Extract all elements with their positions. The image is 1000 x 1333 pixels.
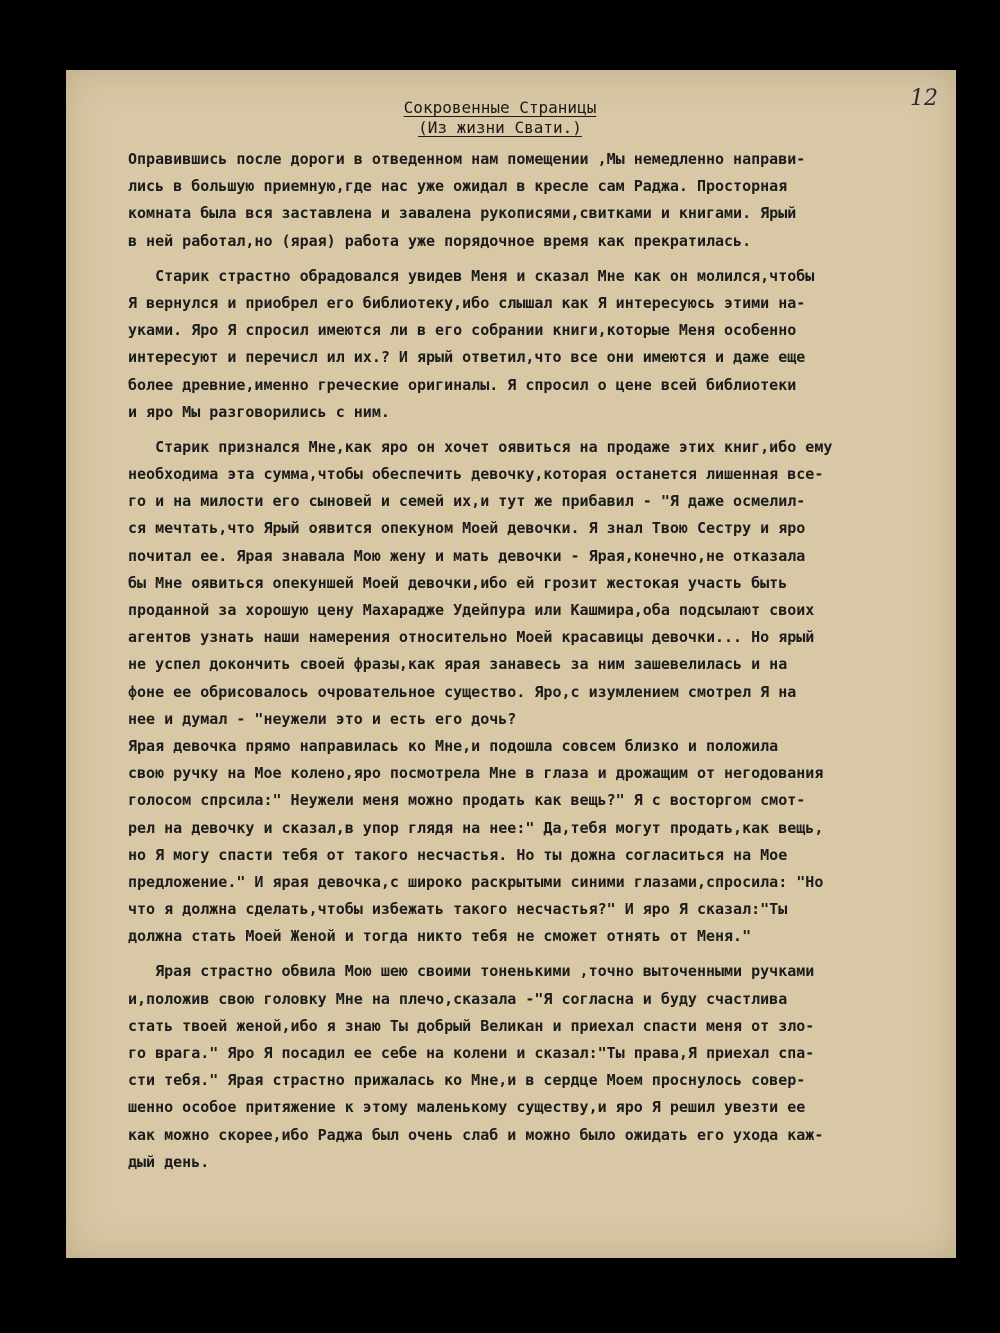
text-line: рел на девочку и сказал,в упор глядя на нее:" Да,тебя могут продать,как вещь, bbox=[128, 818, 824, 837]
text-line: комната была вся заставлена и завалена рукописями,свитками и книгами. Ярый bbox=[128, 204, 797, 223]
text-line: и,положив свою головку Мне на плечо,сказала -"Я согласна и буду счастлива bbox=[128, 989, 788, 1008]
text-line: необходима эта сумма,чтобы обеспечить девочку,которая останется лишенная все- bbox=[128, 465, 824, 484]
text-line: Старик признался Мне,как яро он хочет оявиться на продаже этих книг,ибо ему bbox=[128, 437, 833, 456]
text-line: сти тебя." Ярая страстно прижалась ко Мне,и в сердце Моем проснулось совер- bbox=[128, 1071, 806, 1090]
text-line: интересуют и перечисл ил их.? И ярый ответил,что все они имеются и даже еще bbox=[128, 348, 806, 367]
text-line: и яро Мы разговорились с ним. bbox=[128, 402, 390, 421]
paragraph-gap bbox=[128, 255, 943, 263]
text-line: предложение." И ярая девочка,с широко раскрытыми синими глазами,спросила: "Но bbox=[128, 872, 824, 891]
text-line: голосом спрсила:" Неужели меня можно продать как вещь?" Я с восторгом смот- bbox=[128, 791, 806, 810]
text-line: Я вернулся и приобрел его библиотеку,ибо слышал как Я интересуюсь этими на- bbox=[128, 293, 806, 312]
text-line: бы Мне оявиться опекуншей Моей девочки,ибо ей грозит жестокая участь быть bbox=[128, 573, 788, 592]
text-line: ся мечтать,что Ярый оявится опекуном Моей девочки. Я знал Твою Сестру и яро bbox=[128, 519, 806, 538]
text-line: дый день. bbox=[128, 1152, 210, 1171]
text-line: как можно скорее,ибо Раджа был очень слаб и можно было ожидать его ухода каж- bbox=[128, 1125, 824, 1144]
text-line: не успел докончить своей фразы,как ярая занавесь за ним зашевелилась и на bbox=[128, 655, 788, 674]
text-line: но Я могу спасти тебя от такого несчастья. Но ты дожна согласиться на Мое bbox=[128, 845, 788, 864]
page-subtitle: (Из жизни Свати.) bbox=[418, 118, 582, 137]
text-line: Старик страстно обрадовался увидев Меня и сказал Мне как он молился,чтобы bbox=[128, 266, 815, 285]
page-number: 12 bbox=[910, 86, 938, 111]
text-line: фоне ее обрисовалось очровательное существо. Яро,с изумлением смотрел Я на bbox=[128, 682, 797, 701]
text-line: в ней работал,но (ярая) работа уже порядочное время как прекратилась. bbox=[128, 231, 752, 250]
text-line: уками. Яро Я спросил имеются ли в его собрании книги,которые Меня особенно bbox=[128, 321, 797, 340]
text-line: более древние,именно греческие оригиналы. Я спросил о цене всей библиотеки bbox=[128, 375, 797, 394]
text-line: проданной за хорошую цену Махарадже Удейпура или Кашмира,оба подсылают своих bbox=[128, 601, 815, 619]
text-line: Оправившись после дороги в отведенном нам помещении ,Мы немедленно направи- bbox=[128, 150, 806, 168]
text-line: нее и думал - "неужели это и есть его дочь? bbox=[128, 709, 517, 728]
text-line: шенно особое притяжение к этому маленькому существу,и яро Я решил увезти ее bbox=[128, 1098, 806, 1117]
text-line: Ярая страстно обвила Мою шею своими тоненькими ,точно выточенными ручками bbox=[128, 962, 815, 981]
body-text bbox=[128, 146, 943, 1176]
paragraph-gap bbox=[128, 426, 943, 434]
page-title: Сокровенные Страницы bbox=[403, 98, 597, 117]
text-line: должна стать Моей Женой и тогда никто тебя не сможет отнять от Меня." bbox=[128, 927, 752, 946]
text-line: стать твоей женой,ибо я знаю Ты добрый Великан и приехал спасти меня от зло- bbox=[128, 1016, 815, 1035]
paragraph-gap bbox=[128, 950, 943, 958]
text-line: агентов узнать наши намерения относительно Моей красавицы девочки... Но ярый bbox=[128, 628, 815, 647]
text-line: почитал ее. Ярая знавала Мою жену и мать девочки - Ярая,конечно,не отказала bbox=[128, 546, 806, 565]
text-line: свою ручку на Мое колено,яро посмотрела Мне в глаза и дрожащим от негодования bbox=[128, 764, 824, 783]
text-line: что я должна сделать,чтобы избежать такого несчастья?" И яро Я сказал:"Ты bbox=[128, 900, 788, 919]
text-line: го и на милости его сыновей и семей их,и тут же прибавил - "Я даже осмелил- bbox=[128, 492, 806, 511]
title-block bbox=[0, 98, 1000, 138]
text-line: лись в большую приемную,где нас уже ожидал в кресле сам Раджа. Просторная bbox=[128, 177, 788, 196]
text-line: Ярая девочка прямо направилась ко Мне,и подошла совсем близко и положила bbox=[128, 736, 779, 755]
text-line: го врага." Яро Я посадил ее себе на колени и сказал:"Ты права,Я приехал спа- bbox=[128, 1044, 815, 1062]
